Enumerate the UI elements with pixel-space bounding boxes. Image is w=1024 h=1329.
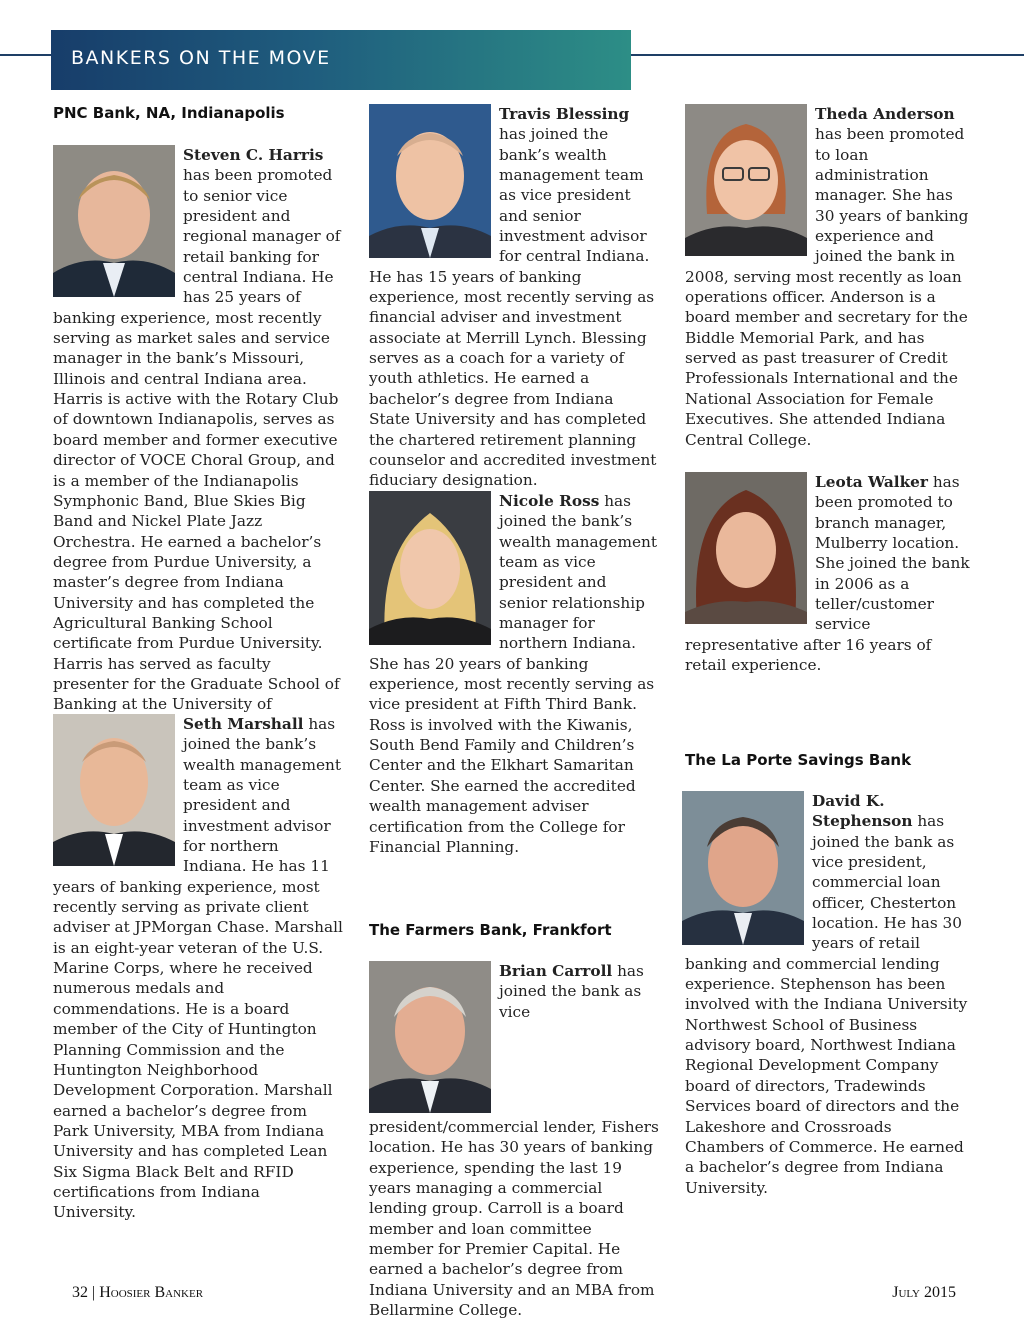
section-title: BANKERS ON THE MOVE <box>71 47 331 69</box>
footer-separator: | <box>92 1284 96 1301</box>
ross-name: Nicole Ross <box>499 492 600 510</box>
marshall-photo <box>53 714 175 866</box>
walker-photo <box>685 472 807 624</box>
blessing-bio: has joined the bank’s wealth management team as vice president and senior investment advisor for central Indiana. He has 15 years of banking experience, most recently serving as financial adviser and investment associate at Merrill Lynch. Blessing serves as a coach for a variety of youth athletics. He earned a bachelor’s degree from Indiana State University and has completed the chartered retirement planning counselor and accredited investment fiduciary designation. <box>369 125 657 490</box>
blessing-photo <box>369 104 491 258</box>
ross-photo <box>369 491 491 645</box>
harris-photo <box>53 145 175 297</box>
marshall-name: Seth Marshall <box>183 715 304 733</box>
page-number: 32 <box>72 1284 88 1301</box>
carroll-photo <box>369 961 491 1113</box>
profile-anderson <box>685 104 975 450</box>
profile-ross <box>369 491 659 857</box>
footer-left <box>72 1284 203 1302</box>
anderson-name: Theda Anderson <box>815 105 955 123</box>
stephenson-bio: has joined the bank as vice president, commercial loan officer, Chesterton location. He has 30 years of retail banking and commercial lending experience. Stephenson has been involved with the Indiana University Northwest School of Business advisory board, Northwest Indiana Regional Development Company board of directors, Tradewinds Services board of directors and the Lakeshore and Crossroads Chambers of Commerce. He earned a bachelor’s degree from Indiana University. <box>685 812 968 1197</box>
harris-name: Steven C. Harris <box>183 146 324 164</box>
profile-stephenson <box>685 791 975 1198</box>
section-banner <box>51 30 631 90</box>
magazine-name: Hoosier Banker <box>99 1284 204 1301</box>
stephenson-photo <box>682 791 804 945</box>
profile-blessing <box>369 104 659 491</box>
blessing-name: Travis Blessing <box>499 105 630 123</box>
stephenson-name: David K. Stephenson <box>812 792 913 831</box>
marshall-bio: has joined the bank’s wealth management team as vice president and investment advisor for northern Indiana. He has 11 years of banking experience, most recently serving as private client adviser at JPMorgan Chase. Marshall is an eight-year veteran of the U.S. Marine Corps, where he received numerous medals and commendations. He is a board member of the City of Huntington Planning Commission and the Huntington Neighborhood Development Corporation. Marshall earned a bachelor’s degree from Park University, MBA from Indiana University and has completed Lean Six Sigma Black Belt and RFID certifications from Indiana University. <box>53 715 343 1222</box>
carroll-bio: has joined the bank as vice president/commercial lender, Fishers location. He has 30 years of banking experience, spending the last 19 years managing a commercial lending group. Carroll is a board member and loan committee member for Premier Capital. He earned a bachelor’s degree from Indiana University and an MBA from Bellarmine College. <box>369 962 659 1320</box>
profile-harris <box>53 145 343 735</box>
bank-heading-laporte: The La Porte Savings Bank <box>685 751 912 769</box>
issue-date: July 2015 <box>892 1284 956 1301</box>
bank-heading-pnc: PNC Bank, NA, Indianapolis <box>53 104 285 122</box>
harris-bio: has been promoted to senior vice president and regional manager of retail banking for central Indiana. He has 25 years of banking experience, most recently serving as market sales and service manager in the bank’s Missouri, Illinois and central Indiana area. Harris is active with the Rotary Club of downtown Indianapolis, serves as board member and former executive director of VOCE Choral Group, and is a member of the Indianapolis Symphonic Band, Blue Skies Big Band and Nickel Plate Jazz Orchestra. He earned a bachelor’s degree from Purdue University, a master’s degree from Indiana University and has completed the Agricultural Banking School certificate from Purdue University. Harris has served as faculty presenter for the Graduate School of Banking at the University of <box>53 166 341 714</box>
profile-carroll <box>369 961 659 1320</box>
walker-bio: has been promoted to branch manager, Mulberry location. She joined the bank in 2006 as a teller/customer service representative after 16 years of retail experience. <box>685 473 970 675</box>
anderson-photo <box>685 104 807 256</box>
ross-bio: has joined the bank’s wealth management team as vice president and senior relationship manager for northern Indiana. She has 20 years of banking experience, most recently serving as vice president at Fifth Third Bank. Ross is involved with the Kiwanis, South Bend Family and Children’s Center and the Elkhart Samaritan Center. She earned the accredited wealth management adviser certification from the College for Financial Planning. <box>369 492 658 856</box>
carroll-name: Brian Carroll <box>499 962 613 980</box>
walker-name: Leota Walker <box>815 473 928 491</box>
bank-heading-farmers: The Farmers Bank, Frankfort <box>369 921 612 939</box>
profile-marshall <box>53 714 343 1223</box>
profile-walker <box>685 472 975 675</box>
anderson-bio: has been promoted to loan administration manager. She has 30 years of banking experience and joined the bank in 2008, serving most recently as loan operations officer. Anderson is a board member and secretary for the Biddle Memorial Park, and has served as past treasurer of Credit Professionals International and the National Association for Female Executives. She attended Indiana Central College. <box>685 125 969 449</box>
